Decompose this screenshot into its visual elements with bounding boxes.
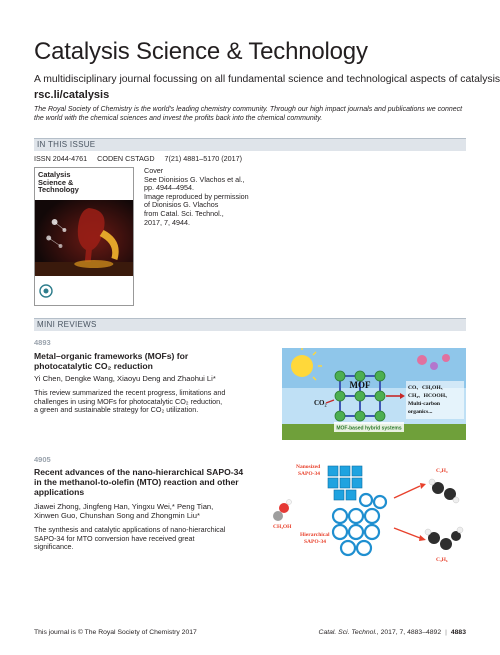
volume-pages: 7(21) 4881–5170 (2017) xyxy=(164,154,243,163)
article-abstract xyxy=(34,526,270,552)
rsc-logo-icon xyxy=(35,276,134,305)
article-abstract-line: SAPO-34 for MTO conversion have received great xyxy=(34,533,195,543)
cover-caption-line: See Dionisios G. Vlachos et al., xyxy=(144,174,245,184)
products-line: organics... xyxy=(408,409,433,415)
in-this-issue-heading: IN THIS ISSUE xyxy=(37,140,96,149)
footer-cite-rest: 2017, 7, 4883–4892 xyxy=(380,629,442,636)
coden: CODEN CSTAGD xyxy=(97,154,155,163)
journal-tagline: A multidisciplinary journal focussing on all fundamental science and technological aspects of catalysis xyxy=(34,74,500,85)
in-this-issue-bar xyxy=(34,138,466,151)
issue-meta xyxy=(34,154,250,163)
article-title-line: in the methanol-to-olefin (MTO) reaction and other xyxy=(34,477,239,487)
toc-graphic-mof xyxy=(282,348,466,440)
article-page-number: 4905 xyxy=(34,455,51,464)
journal-title: Catalysis Science & Technology xyxy=(34,38,368,65)
article-title[interactable] xyxy=(34,351,266,371)
article-title[interactable] xyxy=(34,467,266,497)
article-abstract xyxy=(34,389,270,415)
cover-footer xyxy=(35,276,133,305)
issn: ISSN 2044-4761 xyxy=(34,154,88,163)
article-abstract-line: The synthesis and catalytic applications of nano-hierarchical xyxy=(34,525,226,534)
cover-caption-line: 2017, 7, 4944. xyxy=(144,217,190,227)
cover-image[interactable] xyxy=(34,167,134,306)
rsc-blurb: The Royal Society of Chemistry is the world’s leading chemistry community. Through our high impact journals and publications we connect the world with the chemical sciences and invest the profits back into the chemical community. xyxy=(34,106,463,122)
cover-caption-line: pp. 4944–4954. xyxy=(144,183,194,193)
article-authors-line: Xinwen Guo, Chunshan Song and Zhongmin Liu* xyxy=(34,511,200,520)
footer-copyright: This journal is © The Royal Society of Chemistry 2017 xyxy=(34,629,197,636)
cover-caption-line: Image reproduced by permission xyxy=(144,191,249,201)
cover-caption-line: Cover xyxy=(144,166,164,175)
footer-separator: | xyxy=(445,629,447,636)
nanosized-label: SAPO-34 xyxy=(298,471,320,477)
toc-graphic-sapo34 xyxy=(270,458,466,568)
article-abstract-line: significance. xyxy=(34,542,74,552)
cover-artwork xyxy=(35,200,133,278)
mof-bottom-label: MOF-based hybrid systems xyxy=(336,425,402,432)
article-authors xyxy=(34,374,270,383)
article-title-line: Metal–organic frameworks (MOFs) for xyxy=(34,351,189,361)
article-abstract-line: challenges in using MOFs for photocatalytic CO₂ reduction, xyxy=(34,396,223,406)
nanosized-label: Nanosized xyxy=(296,464,321,470)
cover-caption-line: of Dionisios G. Vlachos xyxy=(144,200,219,210)
cover-header xyxy=(35,168,133,200)
mini-reviews-heading: MINI REVIEWS xyxy=(37,320,97,329)
mof-label: MOF xyxy=(349,380,371,390)
hierarchical-label: Hierarchical xyxy=(300,532,330,538)
cover-caption xyxy=(144,167,254,227)
mof-framework xyxy=(335,371,385,421)
footer-citation xyxy=(319,629,466,636)
cover-journal-title: Catalysis Science & Technology xyxy=(38,170,79,195)
article-abstract-line: a green and sustainable strategy for CO₂ utilization. xyxy=(34,405,199,415)
article-title-line: applications xyxy=(34,487,85,497)
ethylene-label: C₂H₄ xyxy=(436,468,448,474)
sun-icon xyxy=(291,355,313,377)
products-line: Multi-carbon xyxy=(408,401,441,407)
propylene-label: C₃H₆ xyxy=(436,557,448,563)
article-page-number: 4893 xyxy=(34,338,51,347)
article-authors-line: Jiawei Zhong, Jingfeng Han, Yingxu Wei,* Peng Tian, xyxy=(34,502,214,511)
journal-link[interactable]: rsc.li/catalysis xyxy=(34,89,110,101)
methanol-label: CH₃OH xyxy=(273,524,292,530)
article-abstract-line: This review summarized the recent progress, limitations and xyxy=(34,388,226,397)
cover-caption-line: from Catal. Sci. Technol., xyxy=(144,208,224,218)
products-line: CO、CH₃OH、 xyxy=(408,385,447,391)
article-authors xyxy=(34,502,270,520)
article-authors-line: Yi Chen, Dengke Wang, Xiaoyu Deng and Zhaohui Li* xyxy=(34,374,216,383)
co2-label: CO₂ xyxy=(314,399,327,407)
article-title-line: photocatalytic CO₂ reduction xyxy=(34,361,153,371)
article-title-line: Recent advances of the nano-hierarchical SAPO-34 xyxy=(34,467,244,477)
footer-cite: Catal. Sci. Technol., xyxy=(318,629,379,636)
mini-reviews-bar xyxy=(34,318,466,331)
hierarchical-label: SAPO-34 xyxy=(304,539,326,545)
footer-page-number: 4883 xyxy=(450,629,466,636)
products-line: CH₄、HCOOH、 xyxy=(408,393,451,399)
